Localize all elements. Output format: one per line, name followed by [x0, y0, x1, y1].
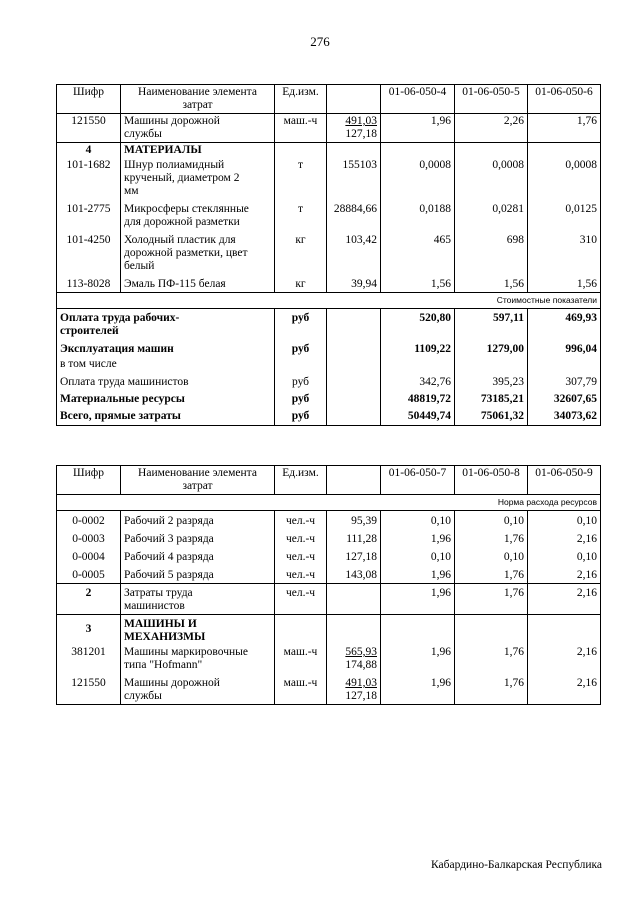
- table-row: 0-0004 Рабочий 4 разряда чел.-ч 127,18 0,10 0,10 0,10: [57, 547, 601, 565]
- summary-row: Всего, прямые затраты руб 50449,74 75061,32 34073,62: [57, 407, 601, 426]
- header-col-1: 01-06-050-7: [381, 466, 455, 495]
- table-row: 121550 Машины дорожной службы маш.-ч 491,03 127,18 1,96 1,76 2,16: [57, 673, 601, 705]
- table-row: 101-1682 Шнур полиамидный крученый, диаметром 2 мм т 155103 0,0008 0,0008 0,0008: [57, 158, 601, 199]
- table-row: 121550 Машины дорожной службы маш.-ч 491,03 127,18 1,96 2,26 1,76: [57, 114, 601, 143]
- section-heading: 4 МАТЕРИАЛЫ: [57, 143, 601, 159]
- table-row: 113-8028 Эмаль ПФ-115 белая кг 39,94 1,56 1,56 1,56: [57, 274, 601, 293]
- table-row: 0-0002 Рабочий 2 разряда чел.-ч 95,39 0,10 0,10 0,10: [57, 511, 601, 530]
- section-label-row: Норма расхода ресурсов: [57, 495, 601, 511]
- table-row: 381201 Машины маркировочные типа "Hofmann" маш.-ч 565,93 174,88 1,96 1,76 2,16: [57, 645, 601, 673]
- summary-row: Оплата труда рабочих- строителей руб 520,80 597,11 469,93: [57, 309, 601, 340]
- summary-row: Эксплуатация машин руб 1109,22 1279,00 996,04: [57, 339, 601, 357]
- header-col-2: 01-06-050-8: [455, 466, 528, 495]
- table-row: 0-0003 Рабочий 3 разряда чел.-ч 111,28 1,96 1,76 2,16: [57, 529, 601, 547]
- estimate-table-2: [56, 465, 601, 705]
- header-name: Наименование элемента затрат: [121, 85, 275, 114]
- header-code: Шифр: [57, 466, 121, 495]
- header-col-2: 01-06-050-5: [455, 85, 528, 114]
- table-row: 2 Затраты труда машинистов чел.-ч 1,96 1,76 2,16: [57, 584, 601, 615]
- section-label-row: Стоимостные показатели: [57, 293, 601, 309]
- header-code: Шифр: [57, 85, 121, 114]
- table-row: 0-0005 Рабочий 5 разряда чел.-ч 143,08 1,96 1,76 2,16: [57, 565, 601, 584]
- header-price: [327, 466, 381, 495]
- header-unit: Ед.изм.: [275, 466, 327, 495]
- table-row: 101-4250 Холодный пластик для дорожной разметки, цвет белый кг 103,42 465 698 310: [57, 230, 601, 274]
- summary-row: в том числе: [57, 357, 601, 372]
- table-header: [57, 466, 601, 495]
- page-number: 276: [310, 34, 330, 49]
- header-price: [327, 85, 381, 114]
- header-unit: Ед.изм.: [275, 85, 327, 114]
- table-header: [57, 85, 601, 114]
- header-col-3: 01-06-050-9: [528, 466, 601, 495]
- header-name: Наименование элемента затрат: [121, 466, 275, 495]
- header-col-3: 01-06-050-6: [528, 85, 601, 114]
- summary-row: Материальные ресурсы руб 48819,72 73185,21 32607,65: [57, 390, 601, 407]
- header-col-1: 01-06-050-4: [381, 85, 455, 114]
- footer-region: Кабардино-Балкарская Республика: [431, 859, 602, 871]
- table-row: 101-2775 Микросферы стеклянные для дорожной разметки т 28884,66 0,0188 0,0281 0,0125: [57, 199, 601, 230]
- section-heading: 3 МАШИНЫ И МЕХАНИЗМЫ: [57, 615, 601, 646]
- estimate-table-1: [56, 84, 601, 426]
- summary-row: Оплата труда машинистов руб 342,76 395,23 307,79: [57, 372, 601, 390]
